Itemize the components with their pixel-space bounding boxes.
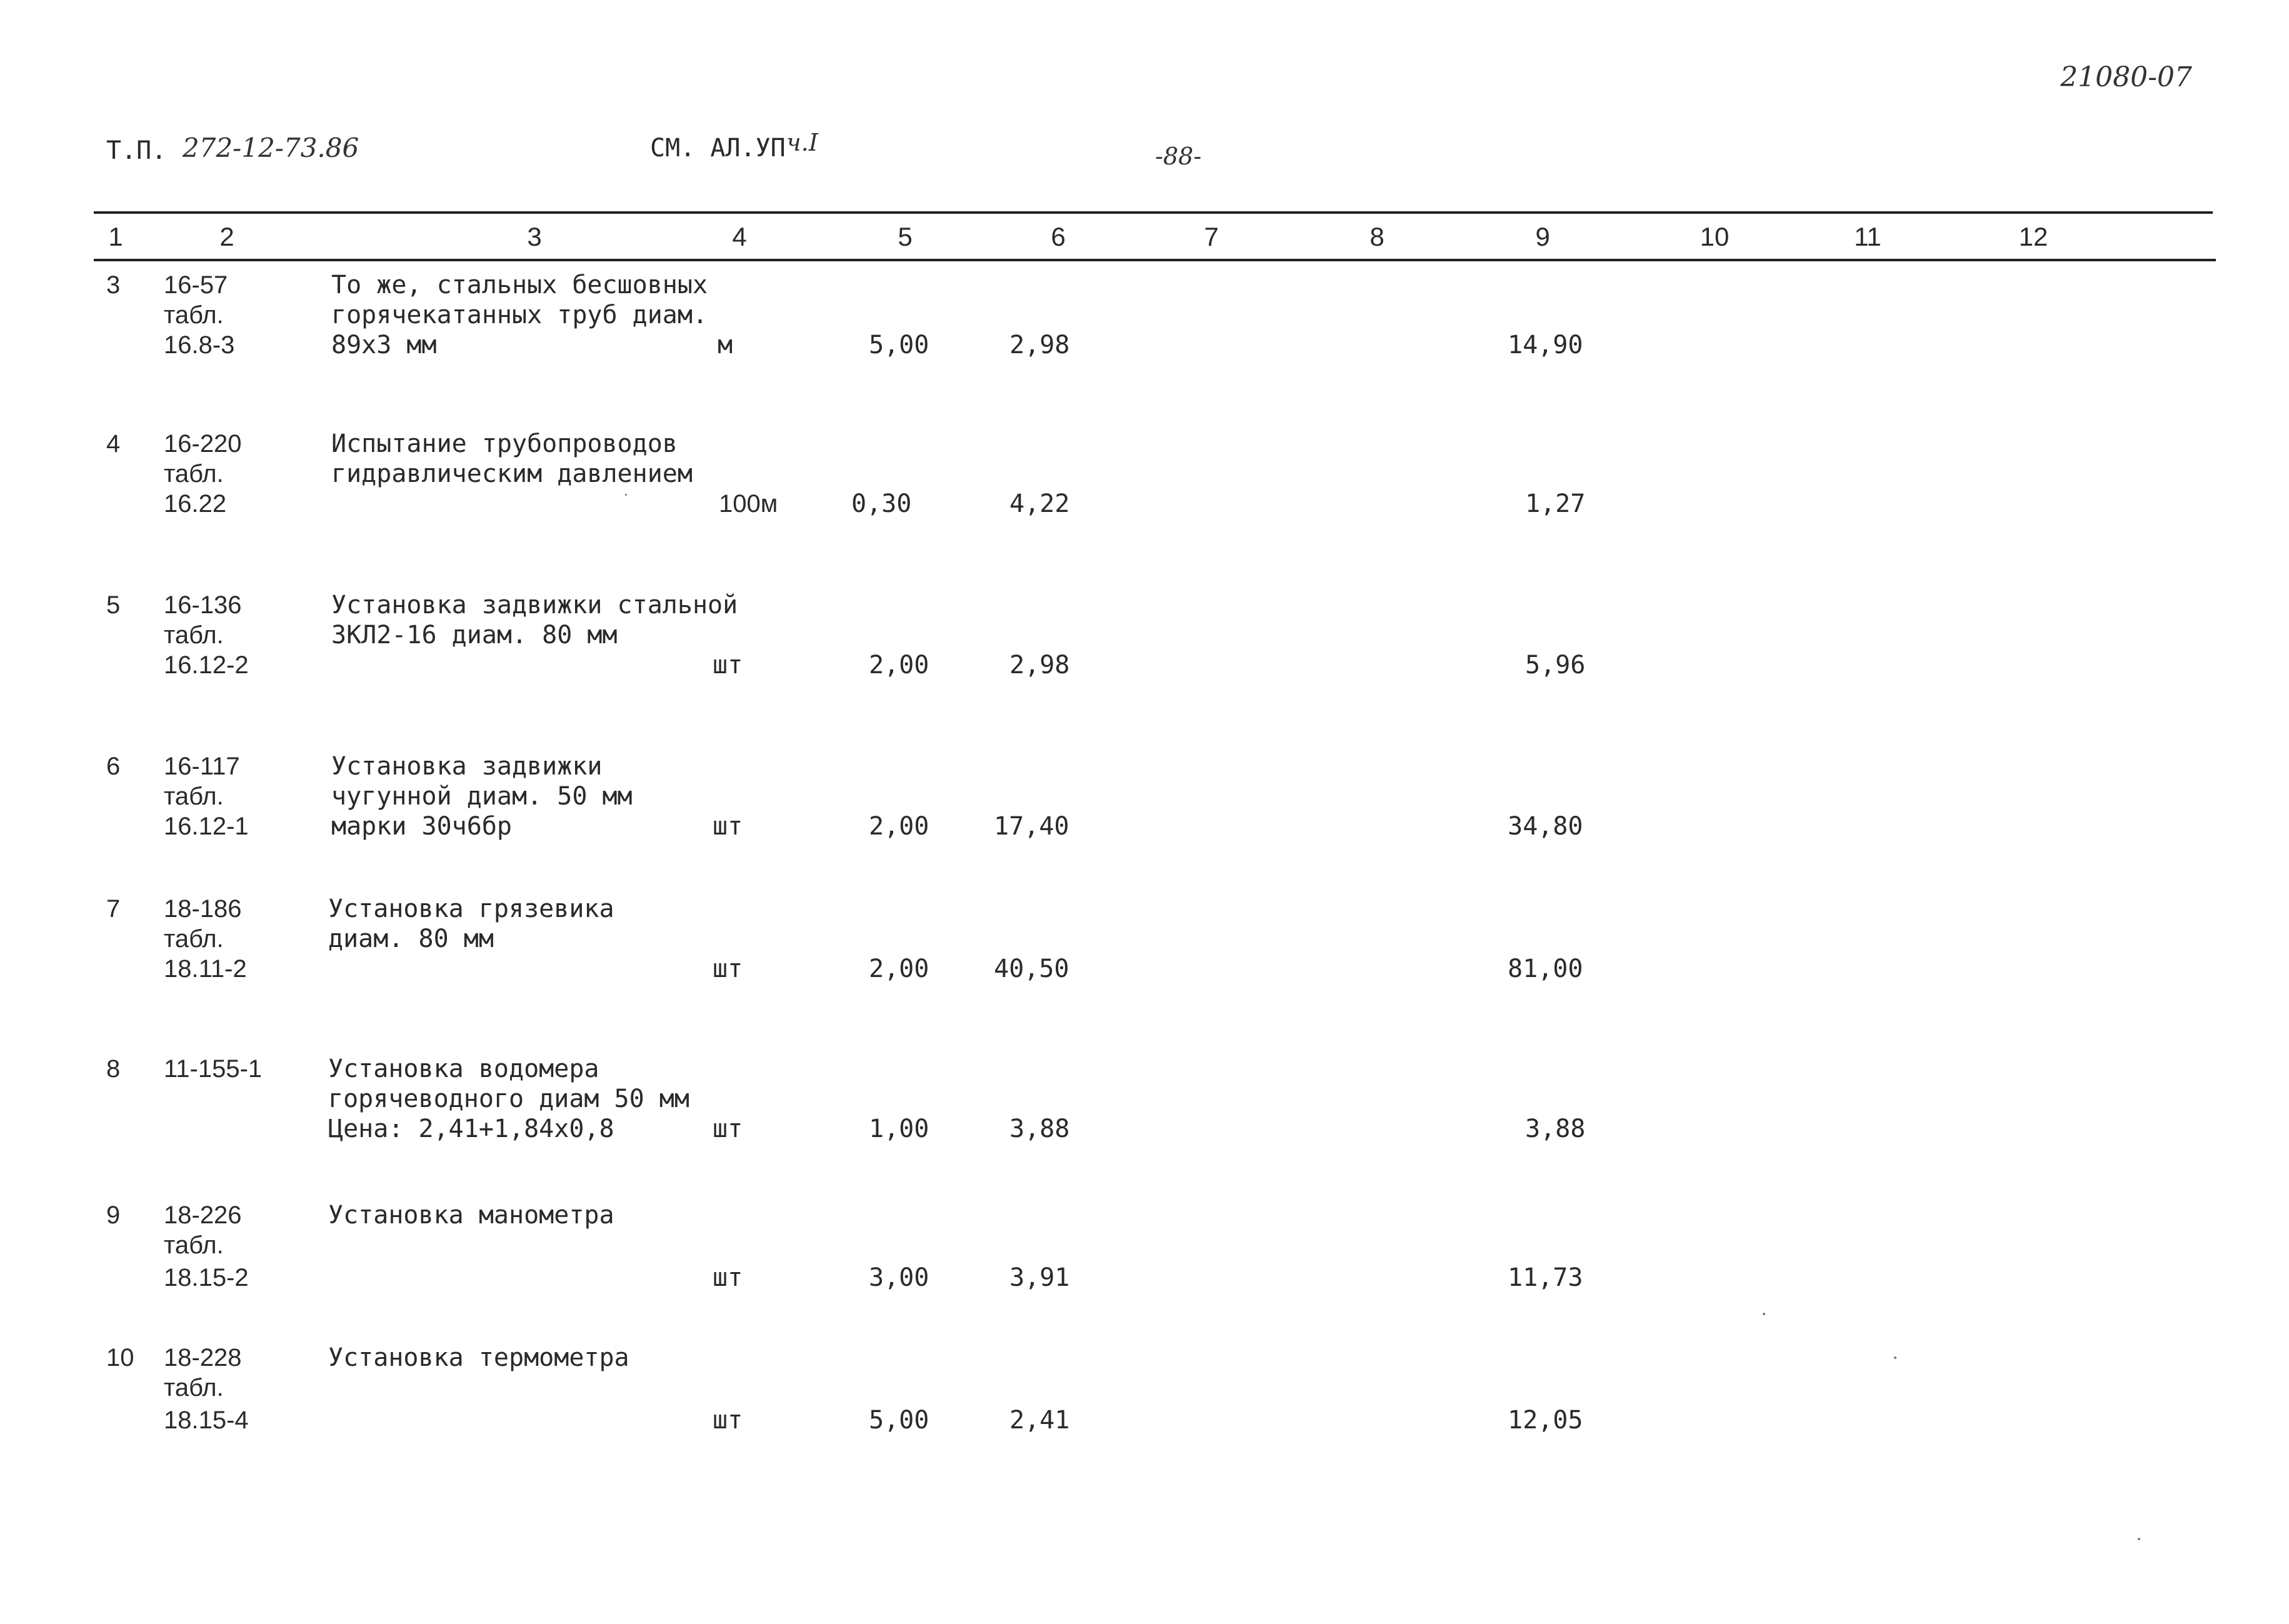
row-unit: шт xyxy=(713,1263,743,1292)
table-row xyxy=(0,429,2289,579)
row-price: 3,88 xyxy=(1009,1115,1070,1143)
row-total: 3,88 xyxy=(1525,1115,1586,1143)
row-quantity: 0,30 xyxy=(851,489,912,518)
table-top-rule xyxy=(94,211,2213,214)
row-total: 5,96 xyxy=(1525,651,1586,679)
tp-prefix: Т.П. xyxy=(106,136,167,165)
document-number: 21080-07 xyxy=(2060,61,2192,93)
row-number: 10 xyxy=(106,1344,134,1371)
row-price: 2,98 xyxy=(1009,331,1070,359)
row-number: 5 xyxy=(106,591,121,619)
row-quantity: 5,00 xyxy=(869,1406,929,1435)
column-header: 2 xyxy=(219,222,234,251)
row-number: 4 xyxy=(106,430,121,458)
row-code: 18-186 табл. 18.11-2 xyxy=(164,895,247,983)
row-code: 16-136 табл. 16.12-2 xyxy=(164,591,249,679)
scan-speck xyxy=(625,494,627,496)
table-row xyxy=(0,1054,2289,1204)
row-code: 16-117 табл. 16.12-1 xyxy=(164,753,249,840)
table-row xyxy=(0,590,2289,740)
row-unit: шт xyxy=(713,812,743,841)
table-row xyxy=(0,894,2289,1044)
row-description: Установка задвижки стальной ЗКЛ2-16 диам. 80 мм xyxy=(331,591,738,649)
row-quantity: 5,00 xyxy=(869,331,929,359)
row-unit: 100м xyxy=(719,490,778,518)
table-row xyxy=(0,1343,2289,1493)
row-price: 40,50 xyxy=(994,955,1069,983)
column-header: 8 xyxy=(1370,222,1385,251)
row-number: 7 xyxy=(106,895,121,923)
row-description: Установка термометра xyxy=(328,1343,629,1372)
row-description: Установка грязевика диам. 80 мм xyxy=(328,895,614,953)
row-unit: м xyxy=(718,331,733,359)
row-total: 34,80 xyxy=(1508,812,1583,841)
row-description: Установка задвижки чугунной диам. 50 мм марки 30ч6бр xyxy=(331,752,633,841)
table-header-rule xyxy=(94,259,2216,261)
row-number: 3 xyxy=(106,271,121,299)
row-description: Установка водомера горячеводного диам 50 мм Цена: 2,41+1,84х0,8 xyxy=(328,1055,689,1143)
row-total: 11,73 xyxy=(1508,1263,1583,1292)
row-number: 9 xyxy=(106,1201,121,1229)
row-code: 16-220 табл. 16.22 xyxy=(164,430,242,518)
row-quantity: 2,00 xyxy=(869,955,929,983)
column-header: 11 xyxy=(1854,222,1881,251)
row-unit: шт xyxy=(713,651,743,679)
column-header: 9 xyxy=(1535,222,1550,251)
column-header: 4 xyxy=(732,222,747,251)
row-price: 4,22 xyxy=(1009,489,1070,518)
column-header: 1 xyxy=(108,222,123,251)
row-price: 17,40 xyxy=(994,812,1069,841)
row-unit: шт xyxy=(713,955,743,983)
reference-hand: ч.I xyxy=(786,129,818,156)
scan-speck xyxy=(2138,1538,2140,1540)
column-header: 5 xyxy=(898,222,913,251)
table-row xyxy=(0,751,2289,901)
row-quantity: 3,00 xyxy=(869,1263,929,1292)
row-unit: шт xyxy=(713,1115,743,1143)
tp-number: 272-12-73.86 xyxy=(183,133,359,163)
row-number: 6 xyxy=(106,753,121,780)
row-total: 14,90 xyxy=(1508,331,1583,359)
row-description: Испытание трубопроводов гидравлическим давлением xyxy=(331,429,693,488)
table-row xyxy=(0,1200,2289,1350)
row-quantity: 2,00 xyxy=(869,651,929,679)
reference-typed: СМ. АЛ.УП xyxy=(650,134,786,163)
row-code: 16-57 табл. 16.8-3 xyxy=(164,271,235,359)
column-header: 7 xyxy=(1204,222,1219,251)
row-total: 1,27 xyxy=(1525,489,1586,518)
row-price: 2,41 xyxy=(1009,1406,1070,1435)
row-description: Установка манометра xyxy=(328,1201,614,1230)
row-code: 18-228 табл. 18.15-4 xyxy=(164,1344,249,1434)
column-header: 6 xyxy=(1051,222,1066,251)
table-row xyxy=(0,270,2289,420)
row-quantity: 2,00 xyxy=(869,812,929,841)
row-price: 2,98 xyxy=(1009,651,1070,679)
scan-speck xyxy=(1894,1356,1896,1359)
column-header: 10 xyxy=(1700,222,1730,251)
row-code: 18-226 табл. 18.15-2 xyxy=(164,1201,249,1291)
page-number: -88- xyxy=(1155,143,1202,170)
row-description: То же, стальных бесшовных горячекатанных труб диам. 89х3 мм xyxy=(331,271,708,359)
row-total: 81,00 xyxy=(1508,955,1583,983)
row-total: 12,05 xyxy=(1508,1406,1583,1435)
row-unit: шт xyxy=(713,1406,743,1435)
column-header: 12 xyxy=(2018,222,2048,251)
row-quantity: 1,00 xyxy=(869,1115,929,1143)
column-header: 3 xyxy=(527,222,542,251)
row-price: 3,91 xyxy=(1009,1263,1070,1292)
row-code: 11-155-1 xyxy=(164,1055,263,1083)
scan-speck xyxy=(1763,1313,1765,1315)
row-number: 8 xyxy=(106,1055,121,1083)
